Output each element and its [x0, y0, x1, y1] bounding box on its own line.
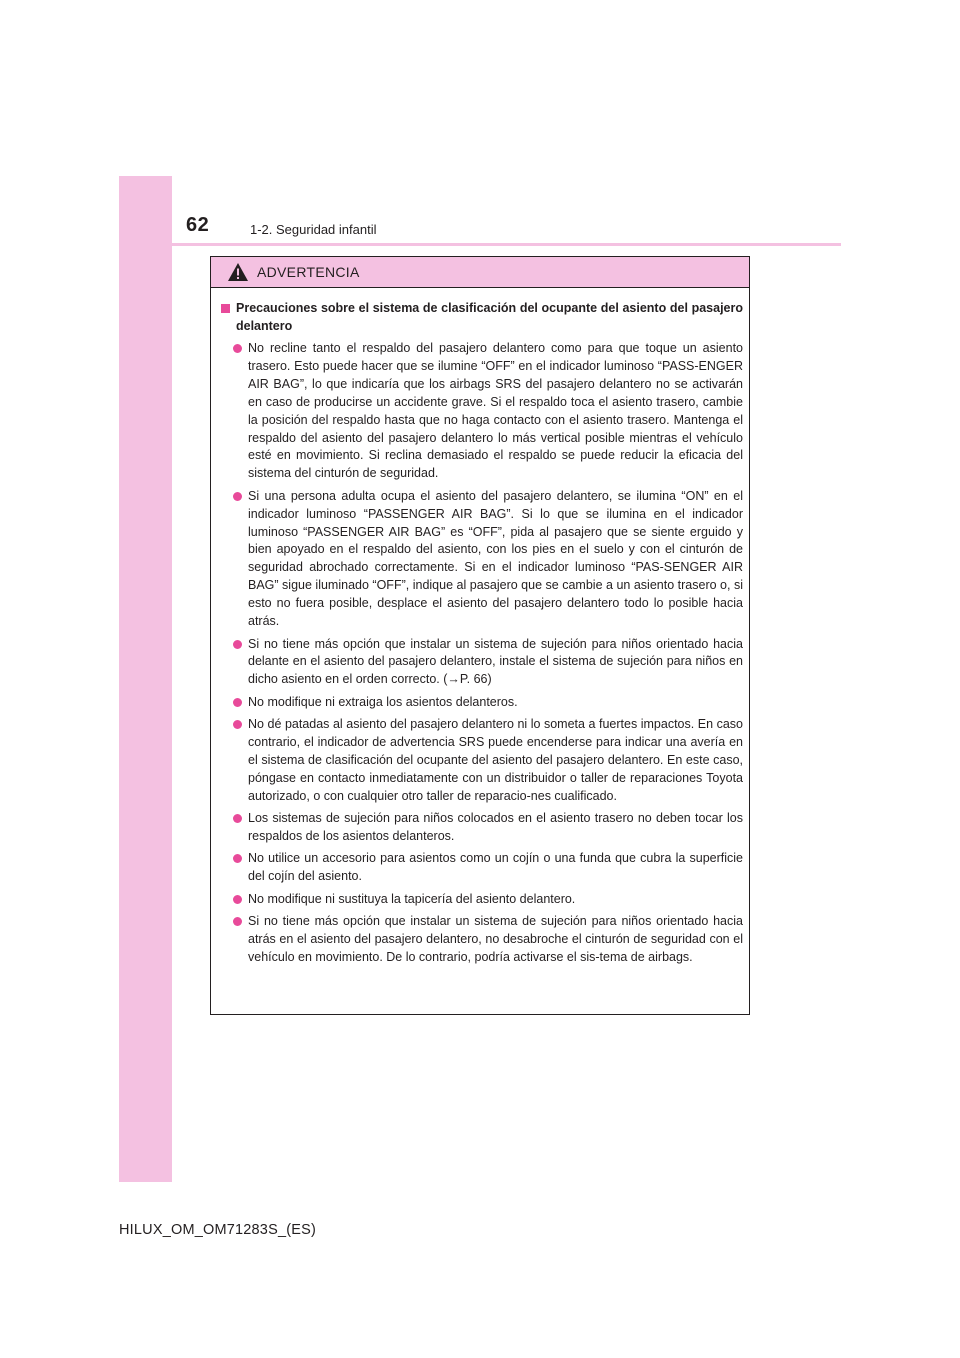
warning-header: [211, 257, 749, 288]
warning-content: [211, 288, 749, 967]
list-item: [221, 913, 743, 967]
bullet-dot-icon: [233, 640, 242, 649]
list-item-text: No modifique ni extraiga los asientos delanteros.: [248, 694, 518, 709]
list-item-text: Si no tiene más opción que instalar un sistema de sujeción para niños orientado hacia atrás en el asiento del pasajero delantero, no desabroche el cinturón de seguridad con el vehículo en movimiento. De lo contrario, podría activarse el sis-tema de airbags.: [248, 914, 743, 964]
square-bullet-icon: [221, 304, 230, 313]
list-item: [221, 488, 743, 631]
list-item-text: Los sistemas de sujeción para niños colocados en el asiento trasero no deben tocar los respaldos de los asientos delanteros.: [248, 811, 743, 844]
side-color-band: [119, 176, 172, 1182]
list-item: [221, 636, 743, 690]
bullet-dot-icon: [233, 814, 242, 823]
list-item-text: Si no tiene más opción que instalar un sistema de sujeción para niños orientado hacia delante en el asiento del pasajero delantero, instale el sistema de sujeción para niños en dicho asiento en el orden correcto. (→P. 66): [248, 636, 743, 687]
bullet-dot-icon: [233, 698, 242, 707]
list-item: [221, 850, 743, 886]
warning-triangle-icon: [227, 262, 249, 282]
bullet-dot-icon: [233, 854, 242, 863]
bullet-dot-icon: [233, 492, 242, 501]
list-item-text: No dé patadas al asiento del pasajero delantero ni lo someta a fuertes impactos. En caso contrario, el indicador de advertencia SRS puede encenderse para indicar una avería en el sistema de clasificación del ocupante del asiento del pasajero delantero. En este caso, póngase en contacto inmediatamente con un distribuidor o taller de reparaciones Toyota autorizado, o con cualquier otro taller de reparacio-nes cualificado.: [248, 717, 743, 803]
list-item: [221, 340, 743, 483]
warning-list: [221, 340, 743, 967]
bullet-dot-icon: [233, 720, 242, 729]
warning-title: ADVERTENCIA: [257, 264, 360, 280]
header-rule: [119, 243, 841, 246]
list-item: [221, 694, 743, 712]
list-item-text: No utilice un accesorio para asientos como un cojín o una funda que cubra la superficie del cojín del asiento.: [248, 851, 743, 884]
bullet-dot-icon: [233, 917, 242, 926]
list-item: [221, 891, 743, 909]
document-code: HILUX_OM_OM71283S_(ES): [119, 1222, 317, 1238]
section-title: 1-2. Seguridad infantil: [250, 222, 377, 237]
list-item-text: No recline tanto el respaldo del pasajero delantero como para que toque un asiento trasero. Esto puede hacer que se ilumine “OFF” en el indicador luminoso “PASS-ENGER AIR BAG”, lo que indicaría que los airbags SRS del pasajero delantero no se activarán en caso de producirse un accidente grave. Si el respaldo toca el asiento trasero, cambie la posición del respaldo hasta que no haga contacto con el asiento trasero. Mantenga el respaldo del asiento del pasajero delantero lo más vertical posible mientras el vehículo esté en movimiento. Si reclina demasiado el respaldo se puede reducir la eficacia del sistema del cinturón de seguridad.: [248, 341, 743, 481]
page-number: 62: [186, 214, 210, 236]
bullet-dot-icon: [233, 895, 242, 904]
list-item: [221, 810, 743, 846]
list-item: [221, 716, 743, 806]
warning-heading: [221, 300, 743, 335]
list-item-text: No modifique ni sustituya la tapicería del asiento delantero.: [248, 891, 576, 906]
warning-heading-text: Precauciones sobre el sistema de clasificación del ocupante del asiento del pasajero delantero: [236, 301, 743, 333]
warning-box: [210, 256, 750, 1015]
list-item-text: Si una persona adulta ocupa el asiento del pasajero delantero, se ilumina “ON” en el indicador luminoso “PASSENGER AIR BAG”. Si lo que se ilumina en el indicador luminoso “PASSENGER AIR BAG” es “OFF”, pida al pasajero que se siente erguido y bien apoyado en el respaldo del asiento, con los pies en el suelo y con el cinturón de seguridad abrochado correctamente. Si en el indicador luminoso “PAS-SENGER AIR BAG” sigue iluminado “OFF”, indique al pasajero que se cambie a un asiento trasero o, si esto no fuera posible, desplace el asiento del pasajero delantero todo lo posible hacia atrás.: [248, 488, 743, 629]
bullet-dot-icon: [233, 344, 242, 353]
